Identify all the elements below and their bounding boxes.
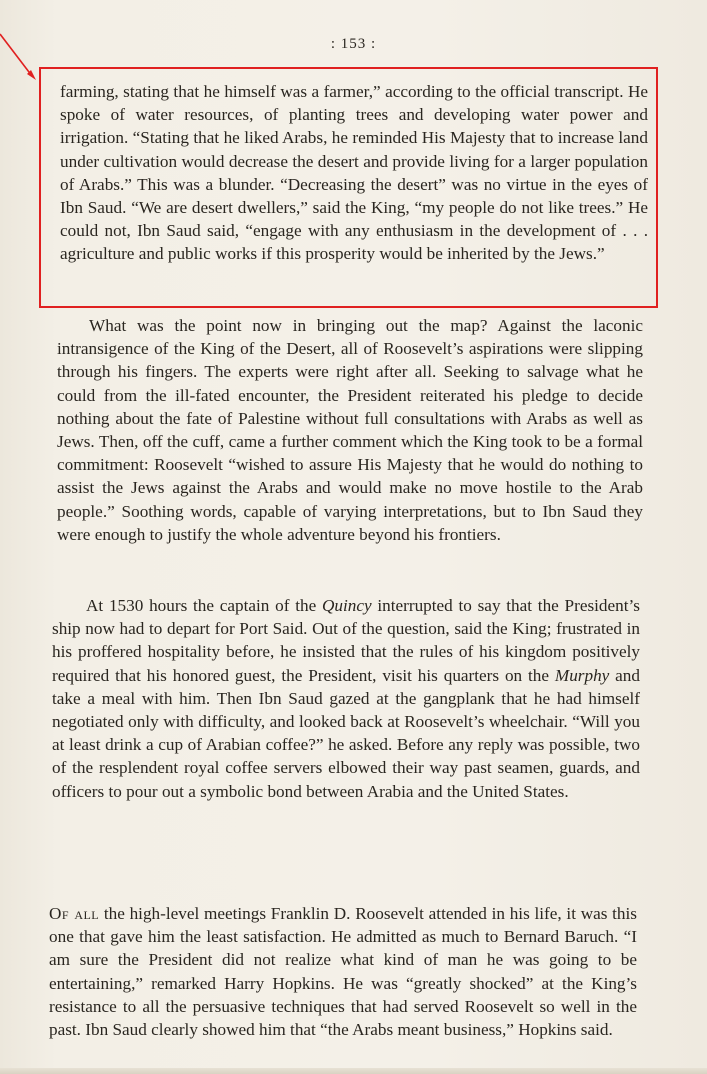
paragraph-quincy-part-b: interrupted to say that the President’s ship now had to depart for Port Said. Out of the question, said the King; frustrated in his proffered hospitality before, he insisted that the rules of his kingdom positively required that his honored guest, the President, visit his quarters on the: [52, 596, 640, 685]
paragraph-farming: farming, stating that he himself was a farmer,” according to the official transcript. He spoke of water resources, of planting trees and developing water power and irrigation. “Stating that he liked Arabs, he reminded His Majesty that to increase land under cultivation would decrease the desert and provide living for a larger population of Arabs.” This was a blunder. “Decreasing the desert” was no virtue in the eyes of Ibn Saud. “We are desert dwellers,” said the King, “my people do not like trees.” He could not, Ibn Saud said, “engage with any enthusiasm in the development of . . . agriculture and public works if this prosperity would be inherited by the Jews.”: [60, 82, 648, 264]
page-number: : 153 :: [330, 36, 377, 52]
paragraph-map: What was the point now in bringing out the map? Against the laconic intransigence of the King of the Desert, all of Roosevelt’s aspirations were slipping through his fingers. The experts were right after all. Seeking to salvage what he could from the ill-fated encounter, the President reiterated his pledge to decide nothing about the fate of Palestine without full consultations with Arabs as well as Jews. Then, off the cuff, came a further comment which the King took to be a formal commitment: Roosevelt “wished to assure His Majesty that he would do nothing to assist the Jews against the Arabs and would make no move hostile to the Arab people.” Soothing words, capable of varying interpretations, but to Ibn Saud they were enough to justify the whole adventure beyond his frontiers.: [57, 316, 643, 544]
paragraph-quincy-part-a: At 1530 hours the captain of the: [86, 596, 322, 615]
paragraph-meetings-body: the high-level meetings Franklin D. Roosevelt attended in his life, it was this one that gave him the least satisfaction. He admitted as much to Bernard Baruch. “I am sure the President did not realize what kind of man he was going to be entertaining,” remarked Harry Hopkins. He was “greatly shocked” at the King’s resistance to all the persuasive techniques that had served Roosevelt so well in the past. Ibn Saud clearly showed him that “the Arabs meant business,” Hopkins said.: [49, 904, 637, 1040]
page-bottom-edge: [0, 1068, 707, 1074]
paragraph-quincy: [52, 594, 640, 803]
ship-name-murphy: Murphy: [554, 665, 610, 685]
paragraph-meetings: [49, 902, 637, 1041]
paragraph-quincy-part-c: and take a meal with him. Then Ibn Saud gazed at the gangplank that he had himself negotiated only with difficulty, and looked back at Roosevelt’s wheelchair. “Will you at least drink a cup of Arabian coffee?” he asked. Before any reply was possible, two of the resplendent royal coffee servers elbowed their way past seamen, guards, and officers to pour out a symbolic bond between Arabia and the United States.: [52, 665, 640, 801]
section-lead-in: Of all: [49, 904, 100, 923]
ship-name-quincy: Quincy: [321, 596, 372, 615]
